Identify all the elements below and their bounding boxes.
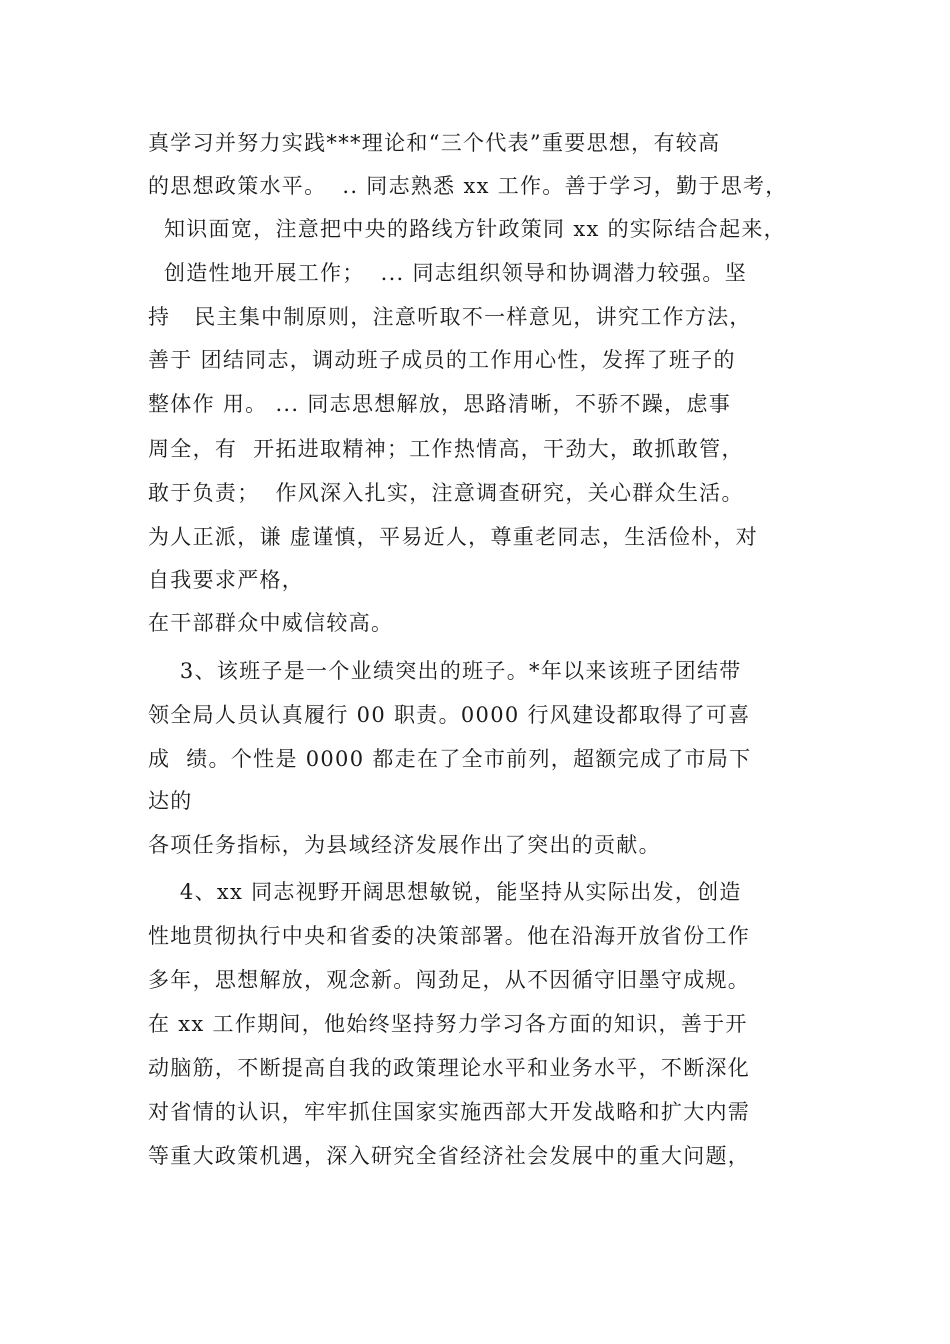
text-line: 在 xx 工作期间，他始终坚持努力学习各方面的知识，善于开 [148, 1012, 748, 1036]
text-line: 各项任务指标，为县域经济发展作出了突出的贡献。 [148, 833, 661, 857]
paragraph-3-line: 3、该班子是一个业绩突出的班子。*年以来该班子团结带 [148, 659, 742, 683]
paragraph-4-line: 4、xx 同志视野开阔思想敏锐，能坚持从实际出发，创造 [148, 880, 742, 904]
text-line: 多年，思想解放，观念新。闯劲足，从不因循守旧墨守成规。 [148, 968, 751, 992]
text-line: 敢于负责； 作风深入扎实，注意调查研究，关心群众生活。 [148, 481, 744, 505]
text-line: 周全，有 开拓进取精神；工作热情高，干劲大，敢抓敢管， [148, 437, 744, 461]
text-line: 在干部群众中威信较高。 [148, 611, 394, 635]
text-line: 善于 团结同志，调动班子成员的工作用心性，发挥了班子的 [148, 348, 736, 372]
text-line: 自我要求严格， [148, 568, 305, 592]
text-line: 为人正派，谦 虚谨慎，平易近人，尊重老同志，生活俭朴，对 [148, 525, 759, 549]
text-line: 整体作 用。 ... 同志思想解放，思路清晰，不骄不躁，虑事 [148, 392, 732, 416]
text-line: 成 绩。个性是 0000 都走在了全市前列，超额完成了市局下 [148, 747, 752, 771]
text-line: 等重大政策机遇，深入研究全省经济社会发展中的重大问题， [148, 1144, 751, 1168]
text-line: 达的 [148, 789, 193, 813]
text-line: 对省情的认识，牢牢抓住国家实施西部大开发战略和扩大内需 [148, 1100, 751, 1124]
text-line: 持 民主集中制原则，注意听取不一样意见，讲究工作方法， [148, 305, 752, 329]
text-line: 性地贯彻执行中央和省委的决策部署。他在沿海开放省份工作 [148, 924, 751, 948]
text-line: 真学习并努力实践***理论和“三个代表”重要思想，有较高 [148, 131, 721, 155]
text-line: 知识面宽，注意把中央的路线方针政策同 xx 的实际结合起来， [148, 217, 786, 241]
text-line: 领全局人员认真履行 00 职责。0000 行风建设都取得了可喜 [148, 703, 751, 727]
text-line: 创造性地开展工作； ... 同志组织领导和协调潜力较强。坚 [148, 261, 747, 285]
text-line: 动脑筋，不断提高自我的政策理论水平和业务水平，不断深化 [148, 1056, 751, 1080]
text-line: 的思想政策水平。 .. 同志熟悉 xx 工作。善于学习，勤于思考， [148, 174, 788, 198]
